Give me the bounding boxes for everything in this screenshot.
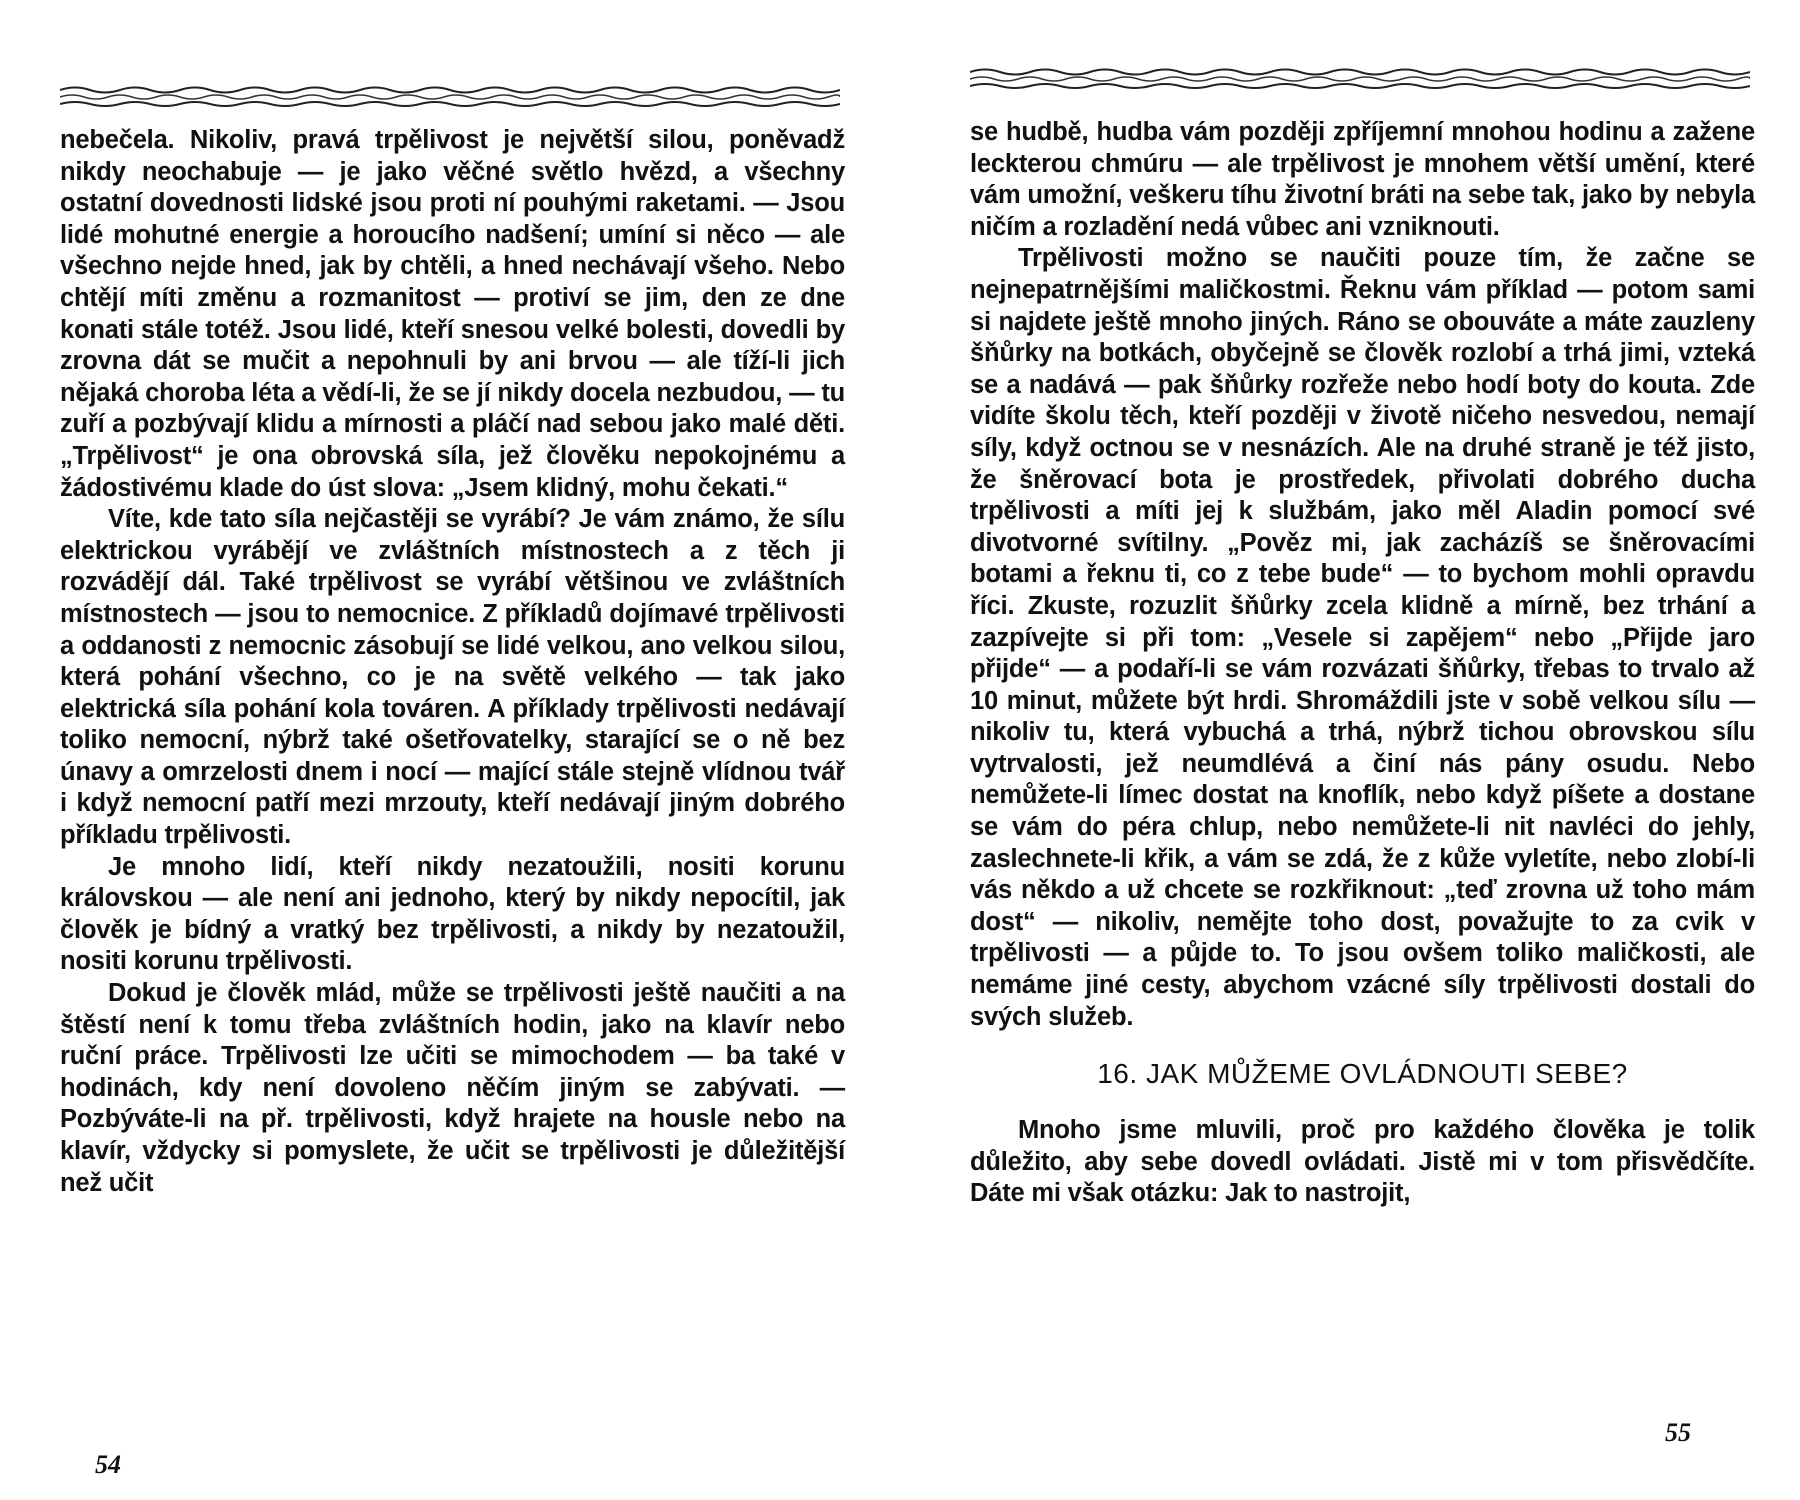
paragraph: se hudbě, hudba vám později zpříjemní mnohou hodinu a zažene leckterou chmúru — ale trpělivost je mnohem větší umění, které vám umožní, veškeru tíhu životní bráti na sebe tak, jako by nebyla ničím a rozladění nedá vůbec ani vzniknouti. [970, 118, 1755, 241]
paragraph: nebečela. Nikoliv, pravá trpělivost je největší silou, poněvadž nikdy neochabuje — je jako věčné světlo hvězd, a všechny ostatní dovednosti lidské jsou proti ní pouhými raketami. — Jsou lidé mohutné energie a horoucího nadšení; umíní si něco — ale všechno nejde hned, jak by chtěli, a hned nechávají všeho. Nebo chtějí míti změnu a rozmanitost — protiví se jim, den ze dne konati stále totéž. Jsou lidé, kteří snesou velké bolesti, dovedli by zrovna dát se mučit a nepohnuli by ani brvou — ale tíží-li jich nějaká choroba léta a vědí-li, že se jí nikdy docela nezbudou, — tu zuří a pozbývají klidu a mírnosti a pláčí nad sebou jako malé děti. „Trpělivost“ je ona obrovská síla, jež člověku nepokojnému a žádostivému klade do úst slova: „Jsem klidný, mohu čekati.“ [60, 126, 845, 502]
wave-ornament-icon [970, 66, 1750, 92]
right-page-body [970, 117, 1755, 1210]
paragraph: Je mnoho lidí, kteří nikdy nezatoužili, nositi korunu královskou — ale není ani jednoho, který by nikdy nepocítil, jak člověk je bídný a vratký bez trpělivosti, a nikdy by nezatoužil, nositi korunu trpělivosti. [60, 852, 845, 976]
paragraph: Trpělivosti možno se naučiti pouze tím, že začne se nejnepatrnějšími maličkostmi. Řeknu vám příklad — potom sami si najdete ještě mnoho jiných. Ráno se obouváte a máte zauzleny šňůrky na botkách, obyčejně se člověk rozlobí a trhá jimi, vzteká se a nadává — pak šňůrky rozřeže nebo hodí boty do kouta. Zde vidíte školu těch, kteří později v životě ničeho nesvedou, nemají síly, když octnou se v nesnázích. Ale na druhé straně je též jisto, že šněrovací bota je prostředek, přivolati dobrého ducha trpělivosti a míti jej k službám, jako měl Aladin pomocí své divotvorné svítilny. „Pověz mi, jak zacházíš se šněrovacími botami a řeknu ti, co z tebe bude“ — to bychom mohli opravdu říci. Zkuste, rozuzlit šňůrky zcela klidně a mírně, bez trhání a zazpívejte si při tom: „Vesele si zapějem“ nebo „Přijde jaro přijde“ — a podaří-li se vám rozvázati šňůrky, třebas to trvalo až 10 minut, můžete být hrdi. Shromáždili jste v sobě velkou sílu — nikoliv tu, která vybuchá a trhá, nýbrž tichou obrovskou sílu vytrvalosti, jež neumdlévá a činí nás pány osudu. Nebo nemůžete-li límec dostat na knoflík, nebo když píšete a dostane se vám do péra chlup, nebo nemůžete-li nit navléci do jehly, zaslechnete-li křik, a vám se zdá, že z kůže vyletíte, nebo zlobí-li vás někdo a už chcete se rozkřiknout: „teď zrovna už toho mám dost“ — nikoliv, nemějte toho dost, považujte to za cvik v trpělivosti — a půjde to. To jsou ovšem toliko maličkosti, ale nemáme jiné cesty, abychom vzácné síly trpělivosti dostali do svých služeb. [970, 244, 1755, 1031]
decorative-header-rule [60, 84, 840, 110]
paragraph: Víte, kde tato síla nejčastěji se vyrábí? Je vám známo, že sílu elektrickou vyrábějí ve zvláštních místnostech a z těch ji rozvádějí dál. Také trpělivost se vyrábí většinou ve zvláštních místnostech — jsou to nemocnice. Z příkladů dojímavé trpělivosti a oddanosti z nemocnic zásobují se lidé velkou, ano velkou silou, která pohání všechno, co je na světě velkého — tak jako elektrická síla pohání kola továren. A příklady trpělivosti nedávají toliko nemocní, nýbrž také ošetřovatelky, starající se o ně bez únavy a omrzelosti dnem i nocí — mající stále stejně vlídnou tvář i když nemocní patří mezi mrzouty, kteří nedávají jiným dobrého příkladu trpělivosti. [60, 505, 845, 850]
chapter-heading: 16. JAK MŮŽEME OVLÁDNOUTI SEBE? [1097, 1058, 1628, 1090]
right-page [900, 0, 1800, 1500]
paragraph: Mnoho jsme mluvili, proč pro každého člověka je tolik důležito, aby sebe dovedl ovládati. Jistě mi v tom přisvědčíte. Dáte mi však otázku: Jak to nastrojit, [970, 1116, 1755, 1208]
page-number: 54 [95, 1450, 121, 1479]
paragraph: Dokud je člověk mlád, může se trpělivosti ještě naučiti a na štěstí není k tomu třeba zvláštních hodin, jako na klavír nebo ruční práce. Trpělivosti lze učiti se mimochodem — ba také v hodinách, kdy není dovoleno něčím jiným se zabývati. — Pozbýváte-li na př. trpělivosti, když hrajete na housle nebo na klavír, vždycky si pomyslete, že učit se trpělivosti je důležitější než učit [60, 979, 845, 1197]
decorative-header-rule [970, 66, 1750, 92]
left-page-body [60, 125, 845, 1199]
wave-ornament-icon [60, 84, 840, 110]
page-number: 55 [1665, 1418, 1691, 1447]
